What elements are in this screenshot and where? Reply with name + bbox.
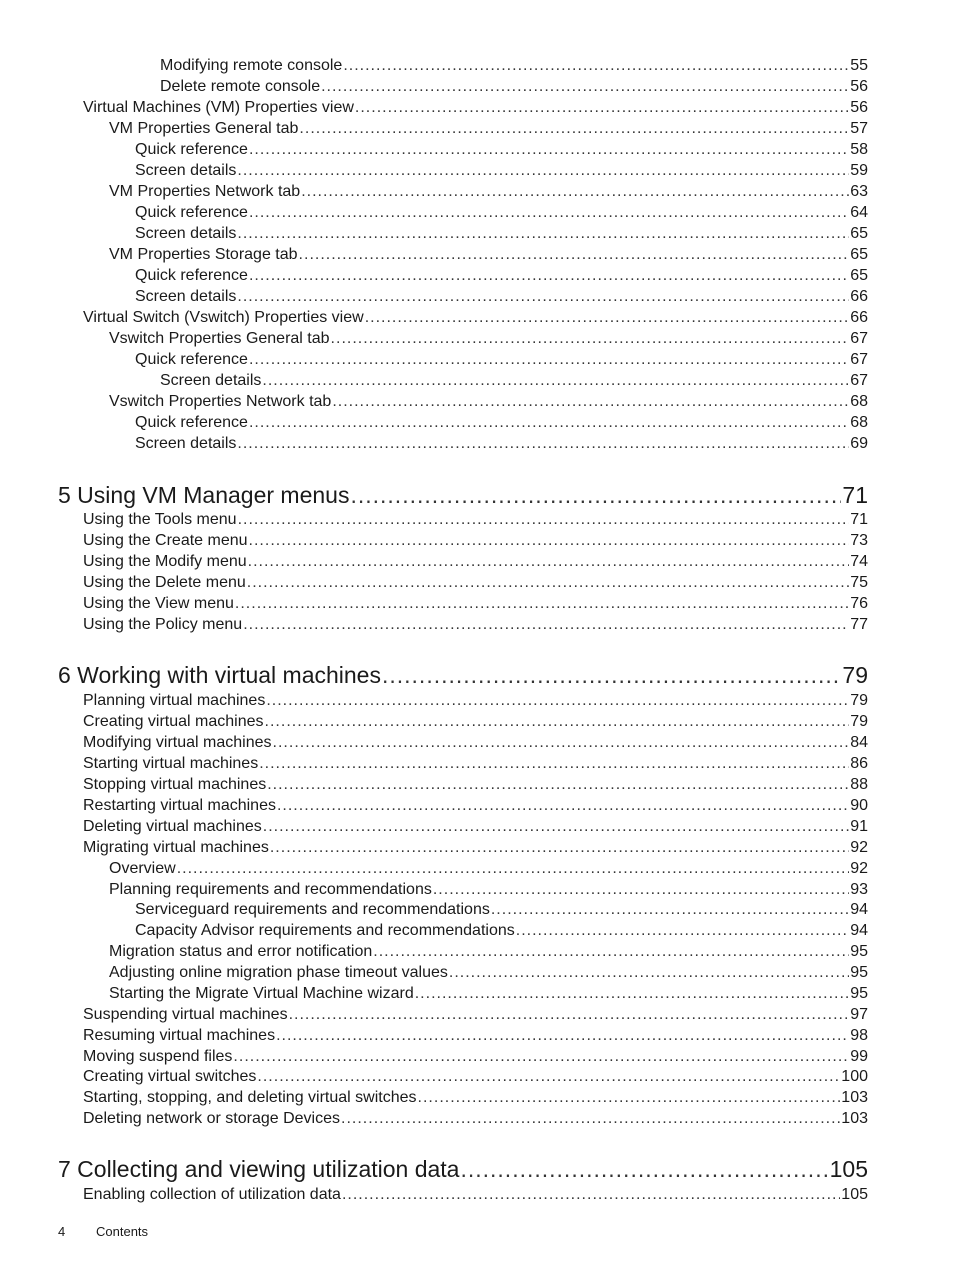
toc-entry-title: Moving suspend files <box>83 1048 233 1065</box>
dot-leader <box>267 775 849 795</box>
dot-leader <box>299 245 850 265</box>
dot-leader <box>237 434 849 454</box>
toc-entry-page: 95 <box>850 964 868 981</box>
toc-entry-title: Using the Policy menu <box>83 616 243 633</box>
dot-leader <box>235 594 849 614</box>
toc-entry-title: Virtual Machines (VM) Properties view <box>83 99 354 116</box>
toc-entry-title: Screen details <box>135 162 237 179</box>
toc-entry-title: VM Properties General tab <box>109 120 299 137</box>
toc-entry-page: 79 <box>850 692 868 709</box>
dot-leader <box>262 371 849 391</box>
toc-entry-title: Serviceguard requirements and recommendations <box>135 901 490 918</box>
toc-entry-page: 93 <box>850 881 868 898</box>
toc-entry[interactable] <box>135 161 868 181</box>
toc-entry[interactable] <box>83 573 868 593</box>
dot-leader <box>237 224 849 244</box>
toc-entry-page: 76 <box>850 595 868 612</box>
toc-entry-page: 69 <box>850 435 868 452</box>
toc-entry[interactable] <box>109 392 868 412</box>
toc-entry-title: Deleting network or storage Devices <box>83 1110 341 1127</box>
toc-entry-page: 91 <box>850 818 868 835</box>
toc-entry[interactable] <box>135 434 868 454</box>
dot-leader <box>243 615 849 635</box>
toc-entry-page: 67 <box>850 372 868 389</box>
toc-entry-title: Screen details <box>135 435 237 452</box>
toc-entry-page: 92 <box>850 860 868 877</box>
toc-entry-title: Migration status and error notification <box>109 943 373 960</box>
toc-entry[interactable] <box>83 796 868 816</box>
toc-entry-page: 66 <box>850 288 868 305</box>
dot-leader <box>249 531 850 551</box>
dot-leader <box>273 733 850 753</box>
toc-entry[interactable] <box>83 1005 868 1025</box>
toc-entry[interactable] <box>83 733 868 753</box>
dot-leader <box>263 817 849 837</box>
toc-entry[interactable] <box>160 371 868 391</box>
toc-entry-title: Stopping virtual machines <box>83 776 267 793</box>
toc-entry-title: Restarting virtual machines <box>83 797 276 814</box>
toc-entry[interactable] <box>83 308 868 328</box>
toc-entry-title: Quick reference <box>135 267 248 284</box>
dot-leader <box>301 182 849 202</box>
toc-entry-page: 103 <box>841 1110 868 1127</box>
toc-entry-page: 57 <box>850 120 868 137</box>
toc-entry-title: Deleting virtual machines <box>83 818 262 835</box>
dot-leader <box>341 1109 840 1129</box>
toc-entry-title: Vswitch Properties General tab <box>109 330 330 347</box>
dot-leader <box>249 266 849 286</box>
dot-leader <box>355 98 849 118</box>
toc-entry-page: 94 <box>850 922 868 939</box>
dot-leader <box>249 350 849 370</box>
toc-entry[interactable] <box>135 266 868 286</box>
toc-entry[interactable] <box>109 942 868 962</box>
toc-chapter-entry[interactable] <box>58 481 868 509</box>
toc-entry-page: 77 <box>850 616 868 633</box>
dot-leader <box>247 573 849 593</box>
toc-entry[interactable] <box>83 594 868 614</box>
dot-leader <box>266 691 849 711</box>
toc-entry[interactable] <box>135 350 868 370</box>
toc-entry[interactable] <box>83 1047 868 1067</box>
dot-leader <box>237 287 849 307</box>
toc-entry-title: Planning requirements and recommendations <box>109 881 432 898</box>
dot-leader <box>233 1047 849 1067</box>
toc-entry-title: Using the Modify menu <box>83 553 247 570</box>
toc-entry-title: Capacity Advisor requirements and recommendations <box>135 922 515 939</box>
toc-entry-page: 56 <box>850 99 868 116</box>
toc-entry-page: 59 <box>850 162 868 179</box>
toc-entry-title: Virtual Switch (Vswitch) Properties view <box>83 309 364 326</box>
toc-entry-title: Starting, stopping, and deleting virtual switches <box>83 1089 417 1106</box>
dot-leader <box>249 203 849 223</box>
toc-entry-title: Suspending virtual machines <box>83 1006 288 1023</box>
toc-entry-page: 79 <box>850 713 868 730</box>
dot-leader <box>177 859 850 879</box>
toc-entry-title: 7 Collecting and viewing utilization data <box>58 1156 460 1182</box>
toc-entry-page: 65 <box>850 225 868 242</box>
toc-entry[interactable] <box>83 754 868 774</box>
dot-leader <box>415 984 849 1004</box>
toc-entry-title: Resuming virtual machines <box>83 1027 276 1044</box>
dot-leader <box>373 942 849 962</box>
toc-entry-page: 95 <box>850 943 868 960</box>
toc-entry-page: 64 <box>850 204 868 221</box>
toc-entry[interactable] <box>160 56 868 76</box>
dot-leader <box>418 1088 841 1108</box>
toc-entry[interactable] <box>109 119 868 139</box>
toc-entry[interactable] <box>83 838 868 858</box>
toc-entry-title: Overview <box>109 860 176 877</box>
toc-entry-page: 67 <box>850 330 868 347</box>
toc-entry-page: 71 <box>842 482 868 508</box>
toc-entry-title: Using the View menu <box>83 595 234 612</box>
toc-entry-page: 88 <box>850 776 868 793</box>
toc-entry-title: VM Properties Storage tab <box>109 246 298 263</box>
toc-entry[interactable] <box>135 921 868 941</box>
dot-leader <box>491 900 849 920</box>
toc-entry[interactable] <box>135 900 868 920</box>
toc-entry-title: 5 Using VM Manager menus <box>58 482 350 508</box>
toc-entry-title: Modifying remote console <box>160 57 343 74</box>
toc-entry-page: 68 <box>850 393 868 410</box>
footer-page-number: 4 <box>58 1224 66 1239</box>
toc-entry-title: Quick reference <box>135 351 248 368</box>
toc-entry-title: Adjusting online migration phase timeout values <box>109 964 448 981</box>
dot-leader <box>289 1005 850 1025</box>
toc-entry-title: Creating virtual switches <box>83 1068 257 1085</box>
toc-entry[interactable] <box>109 329 868 349</box>
toc-entry-title: Quick reference <box>135 204 248 221</box>
toc-entry-page: 90 <box>850 797 868 814</box>
dot-leader <box>299 119 849 139</box>
toc-entry-title: Using the Create menu <box>83 532 248 549</box>
dot-leader <box>277 796 849 816</box>
toc-entry[interactable] <box>83 531 868 551</box>
toc-entry[interactable] <box>135 140 868 160</box>
toc-entry[interactable] <box>135 203 868 223</box>
toc-entry-page: 84 <box>850 734 868 751</box>
footer-label: Contents <box>96 1224 149 1239</box>
dot-leader <box>237 161 849 181</box>
toc-entry-page: 55 <box>850 57 868 74</box>
toc-entry-title: Planning virtual machines <box>83 692 266 709</box>
toc-entry-page: 92 <box>850 839 868 856</box>
toc-entry-page: 105 <box>841 1186 868 1203</box>
toc-entry-page: 63 <box>850 183 868 200</box>
toc-entry[interactable] <box>83 552 868 572</box>
toc-entry[interactable] <box>83 775 868 795</box>
dot-leader <box>350 481 841 509</box>
toc-chapter-entry[interactable] <box>58 661 868 689</box>
toc-entry[interactable] <box>83 1185 868 1205</box>
toc-entry-page: 56 <box>850 78 868 95</box>
toc-entry-page: 100 <box>841 1068 868 1085</box>
toc-entry-page: 86 <box>850 755 868 772</box>
toc-entry-page: 103 <box>841 1089 868 1106</box>
toc-entry[interactable] <box>83 691 868 711</box>
toc-entry-page: 65 <box>850 246 868 263</box>
dot-leader <box>259 754 849 774</box>
toc-entry-title: Starting virtual machines <box>83 755 259 772</box>
toc-entry-title: Vswitch Properties Network tab <box>109 393 332 410</box>
toc-entry-title: Quick reference <box>135 141 248 158</box>
dot-leader <box>238 510 850 530</box>
dot-leader <box>276 1026 849 1046</box>
toc-entry-page: 71 <box>850 511 868 528</box>
toc-entry-page: 98 <box>850 1027 868 1044</box>
dot-leader <box>265 712 850 732</box>
dot-leader <box>321 77 849 97</box>
dot-leader <box>332 392 849 412</box>
dot-leader <box>516 921 849 941</box>
dot-leader <box>342 1185 840 1205</box>
toc-entry-page: 58 <box>850 141 868 158</box>
page-footer <box>58 1224 148 1240</box>
toc-entry[interactable] <box>83 712 868 732</box>
toc-entry-page: 94 <box>850 901 868 918</box>
toc-entry-title: Enabling collection of utilization data <box>83 1186 341 1203</box>
dot-leader <box>248 552 850 572</box>
dot-leader <box>382 661 841 689</box>
toc-entry[interactable] <box>83 615 868 635</box>
toc-entry-title: 6 Working with virtual machines <box>58 662 381 688</box>
toc-entry-title: Quick reference <box>135 414 248 431</box>
toc-entry[interactable] <box>109 182 868 202</box>
toc-entry-title: Delete remote console <box>160 78 321 95</box>
toc-entry-page: 65 <box>850 267 868 284</box>
toc-entry[interactable] <box>83 98 868 118</box>
toc-entry-page: 99 <box>850 1048 868 1065</box>
toc-entry[interactable] <box>83 510 868 530</box>
toc-entry-page: 79 <box>842 662 868 688</box>
toc-entry[interactable] <box>109 245 868 265</box>
toc-chapter-entry[interactable] <box>58 1155 868 1183</box>
dot-leader <box>449 963 849 983</box>
toc-entry[interactable] <box>135 413 868 433</box>
dot-leader <box>343 56 849 76</box>
dot-leader <box>331 329 850 349</box>
toc-entry[interactable] <box>160 77 868 97</box>
toc-entry-page: 74 <box>850 553 868 570</box>
toc-entry[interactable] <box>135 224 868 244</box>
dot-leader <box>249 413 849 433</box>
toc-entry-title: Creating virtual machines <box>83 713 264 730</box>
toc-entry-page: 68 <box>850 414 868 431</box>
toc-entry-title: Using the Delete menu <box>83 574 246 591</box>
dot-leader <box>365 308 850 328</box>
toc-entry-title: Using the Tools menu <box>83 511 237 528</box>
toc-entry-title: Screen details <box>135 288 237 305</box>
toc-entry[interactable] <box>83 1026 868 1046</box>
toc-entry-page: 75 <box>850 574 868 591</box>
toc-entry[interactable] <box>109 984 868 1004</box>
toc-entry-title: Modifying virtual machines <box>83 734 272 751</box>
toc-entry[interactable] <box>109 880 868 900</box>
toc-entry-page: 66 <box>850 309 868 326</box>
toc-entry[interactable] <box>109 963 868 983</box>
toc-entry-title: Screen details <box>160 372 262 389</box>
toc-entry-page: 95 <box>850 985 868 1002</box>
toc-entry-title: Screen details <box>135 225 237 242</box>
toc-entry-page: 67 <box>850 351 868 368</box>
dot-leader <box>433 880 849 900</box>
toc-entry-title: Starting the Migrate Virtual Machine wizard <box>109 985 414 1002</box>
toc-entry-title: Migrating virtual machines <box>83 839 269 856</box>
toc-entry[interactable] <box>83 1109 868 1129</box>
dot-leader <box>249 140 849 160</box>
toc-entry[interactable] <box>83 1088 868 1108</box>
dot-leader <box>460 1155 828 1183</box>
toc-entry[interactable] <box>83 817 868 837</box>
dot-leader <box>270 838 849 858</box>
toc-entry-page: 73 <box>850 532 868 549</box>
toc-entry[interactable] <box>109 859 868 879</box>
toc-entry-title: VM Properties Network tab <box>109 183 301 200</box>
toc-entry[interactable] <box>83 1067 868 1087</box>
toc-entry-page: 97 <box>850 1006 868 1023</box>
toc-entry-page: 105 <box>829 1156 868 1182</box>
dot-leader <box>257 1067 840 1087</box>
toc-entry[interactable] <box>135 287 868 307</box>
